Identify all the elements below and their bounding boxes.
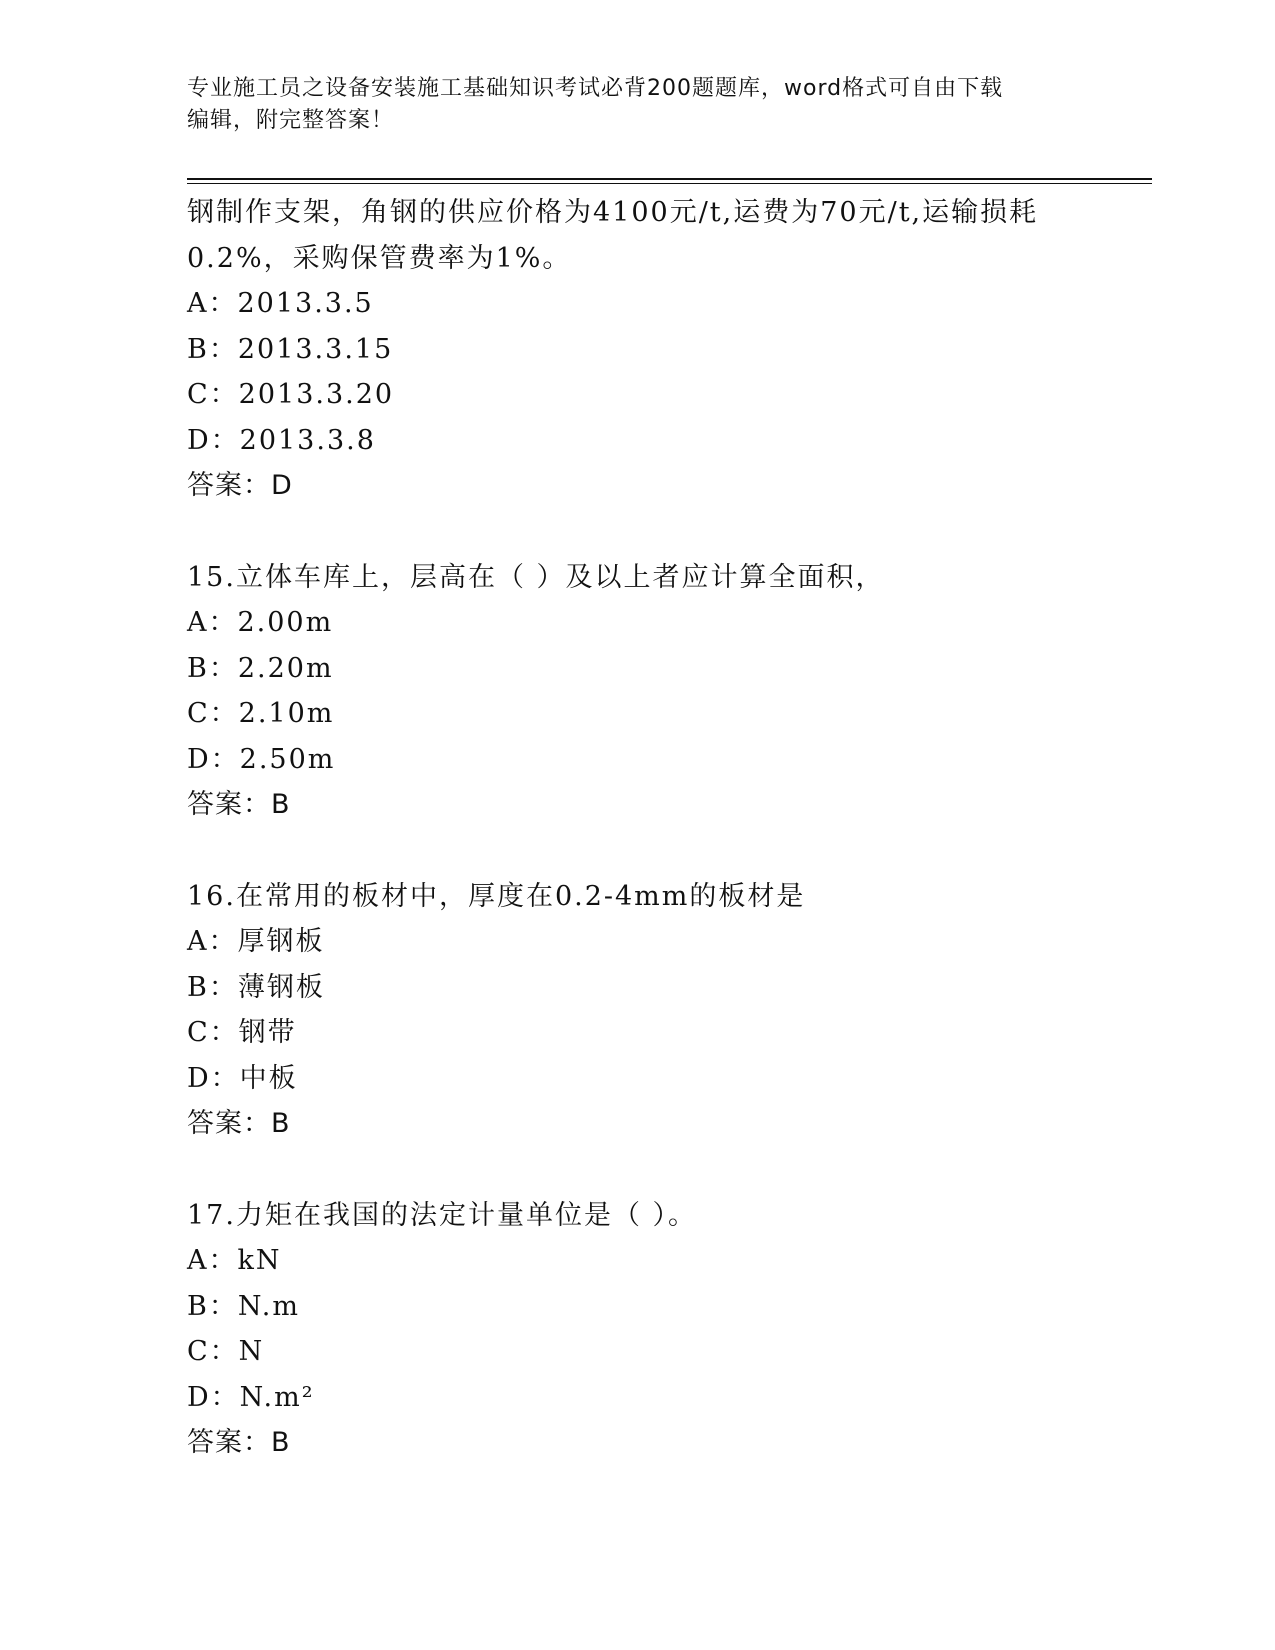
question-14 — [187, 190, 1087, 509]
answer-line: 答案：B — [187, 1108, 291, 1139]
question-list — [187, 190, 1087, 1466]
question-16 — [187, 874, 1087, 1147]
option-a: A：kN — [187, 1245, 282, 1276]
option-b: B：薄钢板 — [187, 971, 325, 1003]
option-b: B：2013.3.15 — [187, 333, 394, 365]
option-c: C：2.10m — [187, 698, 335, 729]
option-a: A：2.00m — [187, 607, 334, 638]
question-spacer — [187, 828, 1087, 874]
answer-line: 答案：D — [187, 470, 293, 501]
answer-line: 答案：B — [187, 1427, 291, 1458]
option-d: D：2.50m — [187, 743, 336, 775]
option-b: B：2.20m — [187, 652, 334, 684]
question-15 — [187, 555, 1087, 828]
header-divider-thick — [187, 178, 1152, 180]
option-c: C：钢带 — [187, 1017, 297, 1048]
question-stem: 16.在常用的板材中，厚度在0.2-4mm的板材是 — [187, 880, 806, 912]
header-divider-thin — [187, 183, 1152, 184]
option-d: D：中板 — [187, 1062, 298, 1094]
header-line-2: 编辑，附完整答案！ — [187, 108, 395, 133]
question-spacer — [187, 509, 1087, 555]
document-header — [187, 73, 1067, 137]
question-stem-line: 0.2%，采购保管费率为1%。 — [187, 242, 572, 274]
answer-line: 答案：B — [187, 789, 291, 820]
question-stem: 15.立体车库上，层高在（ ）及以上者应计算全面积， — [187, 561, 885, 593]
header-line-1: 专业施工员之设备安装施工基础知识考试必背200题题库，word格式可自由下载 — [187, 76, 1004, 101]
question-spacer — [187, 1147, 1087, 1193]
option-a: A：厚钢板 — [187, 926, 325, 957]
option-b: B：N.m — [187, 1290, 300, 1322]
question-stem-line: 钢制作支架，角钢的供应价格为4100元/t,运费为70元/t,运输损耗 — [187, 197, 1039, 228]
option-c: C：2013.3.20 — [187, 379, 395, 410]
question-17 — [187, 1193, 1087, 1466]
option-c: C：N — [187, 1336, 265, 1367]
option-a: A：2013.3.5 — [187, 288, 374, 319]
option-d: D：2013.3.8 — [187, 424, 376, 456]
option-d: D：N.m² — [187, 1381, 315, 1413]
question-stem: 17.力矩在我国的法定计量单位是（ ）。 — [187, 1199, 698, 1231]
